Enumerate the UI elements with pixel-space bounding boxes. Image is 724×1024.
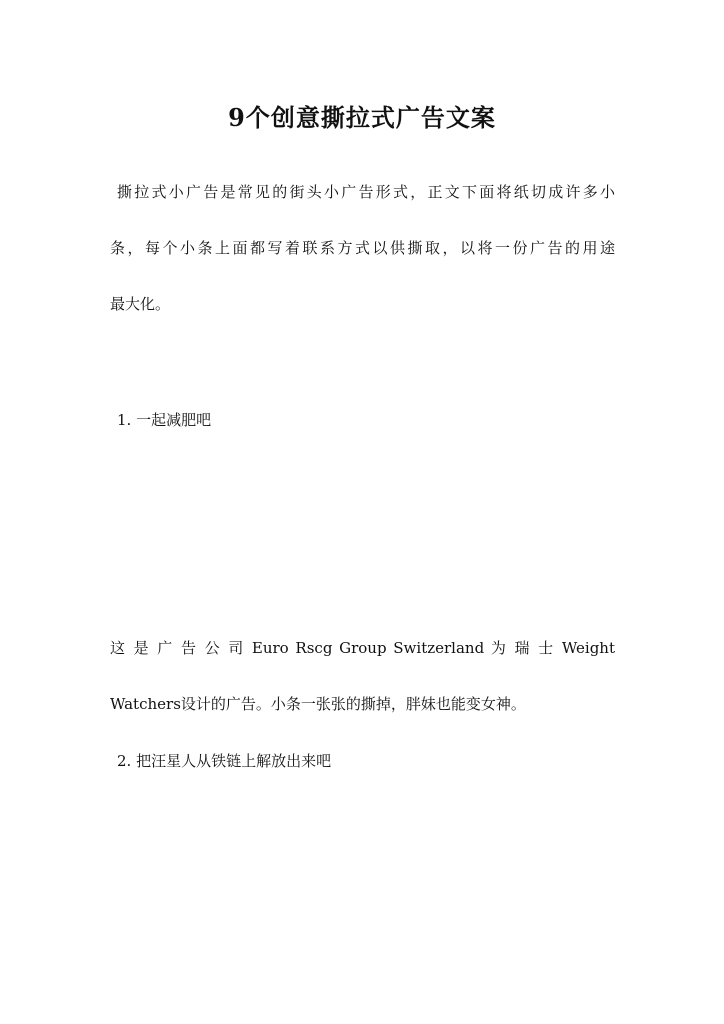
intro-line-3: 最大化。 [110,295,171,313]
item-2-heading: 2. 把汪星人从铁链上解放出来吧 [117,752,332,770]
intro-line-2: 条，每个小条上面都写着联系方式以供撕取，以将一份广告的用途 [110,239,615,257]
intro-line-1: 撕拉式小广告是常见的街头小广告形式，正文下面将纸切成许多小 [117,183,615,201]
item-1-description-line-2: Watchers设计的广告。小条一张张的撕掉，胖妹也能变女神。 [110,695,526,713]
item-1-heading: 1. 一起减肥吧 [117,411,212,429]
item-1-description-line-1: 这 是 广 告 公 司 Euro Rscg Group Switzerland 为 瑞 士 Weight [110,639,615,657]
document-title: 9个创意撕拉式广告文案 [228,103,496,132]
